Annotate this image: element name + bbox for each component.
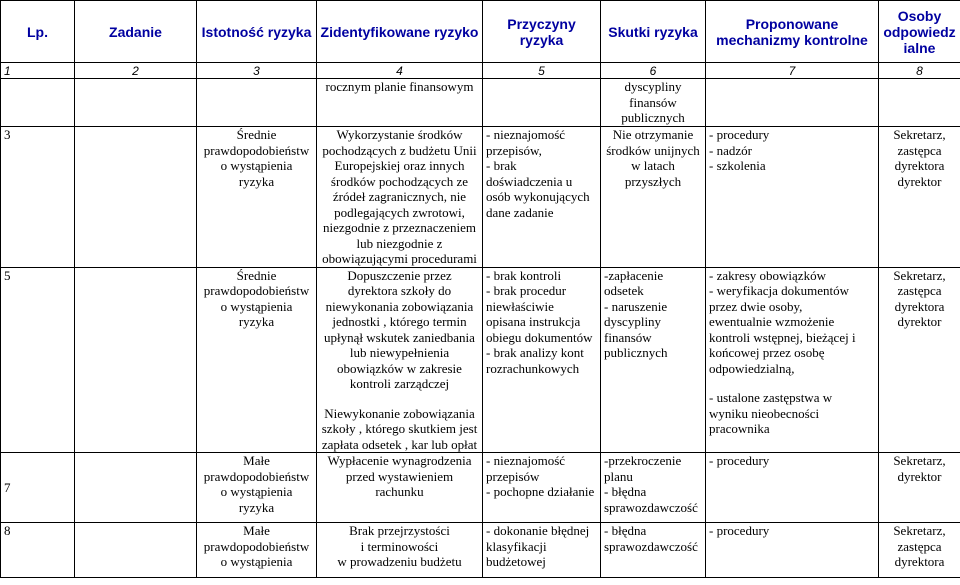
table-row [1,523,960,578]
header-persons: Osoby odpowiedzialne [879,1,960,63]
significance-text: Średnie prawdopodobieństw o wystąpienia ryzyka [203,267,310,329]
persons-cell [879,523,960,578]
significance-cell [197,127,317,268]
risk-text: Wykorzystanie środków pochodzących z budżetu Unii Europejskiej oraz innych środków pochodzących ze źródeł zagranicznych, nie podlegających zwrotowi, niezgodnie z przeznaczeniem lub niezgodnie z obowiązującymi procedurami [322,127,477,266]
causes-cell [483,267,601,453]
task-cell [75,267,197,453]
table-row [1,453,960,523]
significance-cell [197,267,317,453]
controls-cell [706,523,879,578]
causes-cell [483,127,601,268]
risk-cell [317,267,483,453]
causes-text: - nieznajomość przepisów, - brak doświadczenia u osób wykonujących dane zadanie [486,127,590,220]
effects-cell [601,523,706,578]
significance-cell [197,79,317,127]
risk-text: Dopuszczenie przez dyrektora szkoły do niewykonania zobowiązania jednostki , którego termin upłynął wskutek zaniedbania lub niewypełnienia obowiązków w zakresie kontroli zarządczej [324,267,475,391]
controls-cell [706,453,879,523]
controls-cell [706,127,879,268]
risk-text: Brak przejrzystości i terminowości w prowadzeniu budżetu [337,523,462,569]
header-causes: Przyczyny ryzyka [483,1,601,63]
controls-text: - procedury [709,523,770,538]
effects-text: - błędna sprawozdawczość [604,523,698,554]
header-significance: Istotność ryzyka [197,1,317,63]
persons-cell [879,267,960,453]
header-controls: Proponowane mechanizmy kontrolne [706,1,879,63]
causes-cell [483,523,601,578]
header-row [1,1,960,63]
task-cell [75,453,197,523]
persons-cell [879,79,960,127]
header-lp: Lp. [1,1,75,63]
column-number: 8 [879,63,960,79]
task-cell [75,127,197,268]
risk-text-secondary: Niewykonanie zobowiązania szkoły , którego skutkiem jest zapłata odsetek , kar lub opłat [321,405,478,452]
risk-text: rocznym planie finansowym [325,79,474,94]
persons-text: Sekretarz, zastępca dyrektora dyrektor [893,267,946,329]
persons-text: Sekretarz, zastępca dyrektora [893,523,946,569]
column-number: 2 [75,63,197,79]
controls-cell [706,79,879,127]
causes-text: - nieznajomość przepisów - pochopne działanie [486,453,595,499]
causes-text: - dokonanie błędnej klasyfikacji budżetowej [486,523,590,569]
lp-cell: 5 [1,267,75,453]
persons-text: Sekretarz, zastępca dyrektora dyrektor [893,127,946,189]
risk-cell [317,523,483,578]
significance-text: Małe prawdopodobieństw o wystąpienia [203,523,310,569]
spacer [320,392,479,406]
column-number: 4 [317,63,483,79]
effects-cell [601,79,706,127]
controls-text: - procedury [709,453,770,468]
effects-cell [601,127,706,268]
lp-cell: 7 [1,453,75,523]
column-number-row [1,63,960,79]
persons-text: Sekretarz, dyrektor [893,453,946,484]
risk-cell [317,453,483,523]
column-number: 6 [601,63,706,79]
effects-text: dyscypliny finansów publicznych [621,79,685,125]
lp-cell [1,79,75,127]
header-effects: Skutki ryzyka [601,1,706,63]
table-row [1,267,960,453]
causes-text: - brak kontroli - brak procedur niewłaściwie opisana instrukcja obiegu dokumentów - brak analizy kont rozrachunkowych [486,267,593,376]
causes-cell [483,79,601,127]
significance-cell [197,523,317,578]
effects-cell [601,453,706,523]
controls-text: - procedury - nadzór - szkolenia [709,127,770,173]
column-number: 3 [197,63,317,79]
persons-cell [879,127,960,268]
controls-cell [706,267,879,453]
significance-cell [197,453,317,523]
task-cell [75,79,197,127]
effects-cell [601,267,706,453]
header-task: Zadanie [75,1,197,63]
task-cell [75,523,197,578]
effects-text: Nie otrzymanie środków unijnych w latach przyszłych [606,127,700,189]
risk-text: Wypłacenie wynagrodzenia przed wystawieniem rachunku [327,453,472,499]
risk-cell [317,127,483,268]
column-number: 7 [706,63,879,79]
column-number: 1 [1,63,75,79]
significance-text: Średnie prawdopodobieństw o wystąpienia ryzyka [203,127,310,189]
column-number: 5 [483,63,601,79]
controls-text-secondary: - ustalone zastępstwa w wyniku nieobecności pracownika [709,390,833,436]
causes-cell [483,453,601,523]
lp-cell: 8 [1,523,75,578]
significance-text: Małe prawdopodobieństw o wystąpienia ryzyka [203,453,310,515]
effects-text: -przekroczenie planu - błędna sprawozdawczość [604,453,698,515]
lp-cell: 3 [1,127,75,268]
persons-cell [879,453,960,523]
spacer [709,376,875,390]
effects-text: -zapłacenie odsetek - naruszenie dyscypliny finansów publicznych [604,267,668,360]
controls-text: - zakresy obowiązków - weryfikacja dokumentów przez dwie osoby, ewentualnie wzmożenie kontroli wstępnej, bieżącej i końcowej przez osobę odpowiedzialną, [709,267,856,376]
table-row [1,127,960,268]
continuation-row [1,79,960,127]
header-identified-risk: Zidentyfikowane ryzyko [317,1,483,63]
risk-cell [317,79,483,127]
